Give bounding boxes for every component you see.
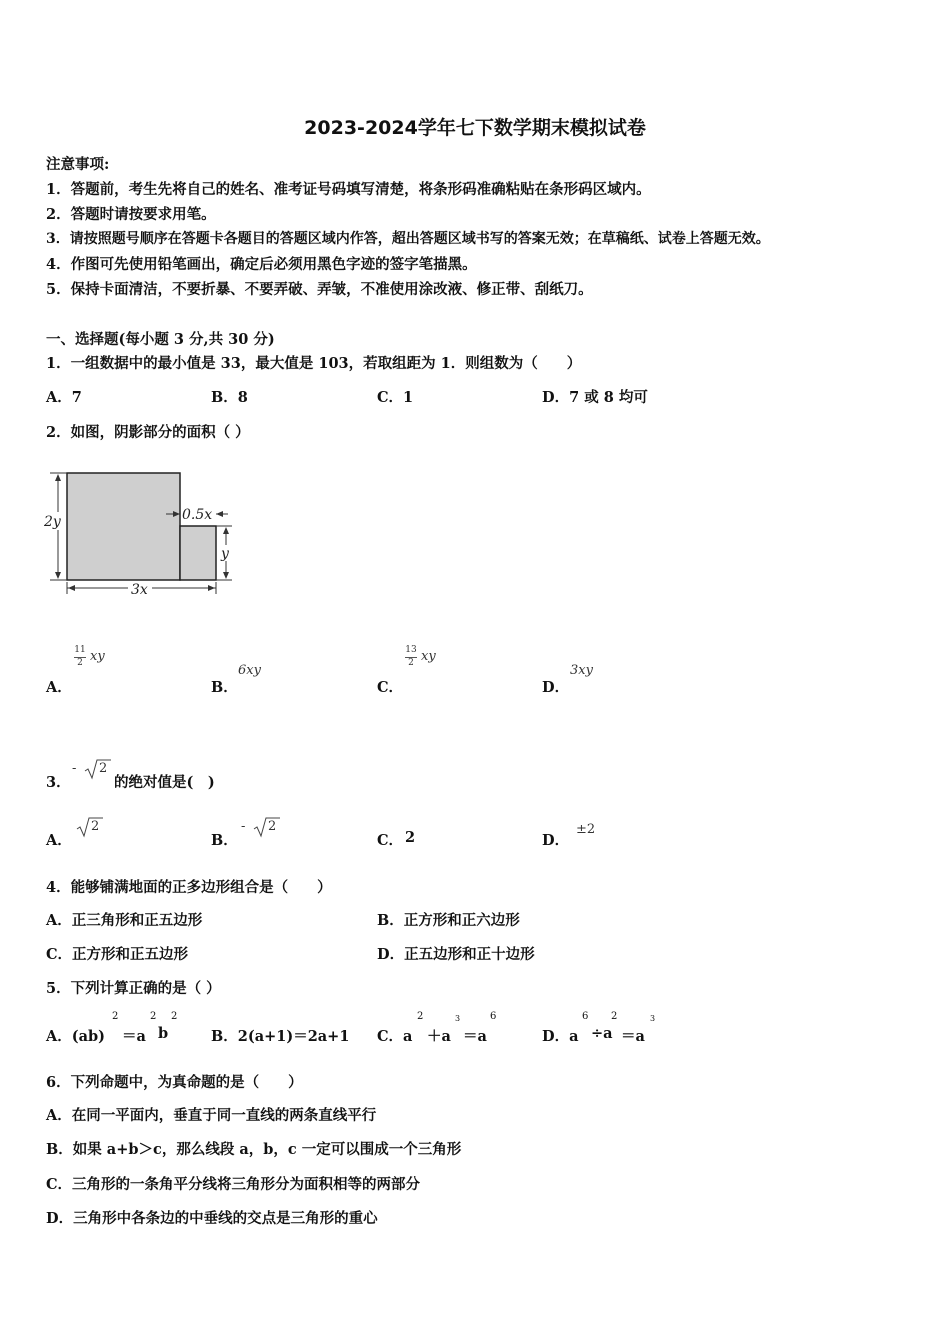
arrow-down-icon — [55, 572, 61, 579]
q5-option-d[interactable]: D．a — [542, 1028, 579, 1045]
arrow-right-icon — [208, 585, 215, 591]
q2-option-c-math: 13 2 xy — [405, 645, 436, 668]
notice-item: 1．答题前，考生先将自己的姓名、准考证号码填写清楚，将条形码准确粘贴在条形码区域内。 — [46, 181, 651, 198]
q2-option-b-math: 6xy — [238, 663, 261, 678]
page-title: 2023-2024学年七下数学期末模拟试卷 — [304, 117, 646, 139]
q3-option-d[interactable]: D． — [542, 832, 570, 849]
q5-option-c-part: ＋a — [427, 1028, 451, 1045]
exponent: 2 — [611, 1011, 618, 1022]
question-1-stem: 1．一组数据中的最小值是 33，最大值是 103，若取组距为 1．则组数为（ ） — [46, 355, 582, 372]
label-0.5x: 0.5x — [182, 507, 213, 523]
q2-option-a[interactable]: A． — [46, 679, 72, 696]
question-3-stem: 的绝对值是( ) — [114, 774, 215, 791]
notice-item: 3．请按照题号顺序在答题卡各题目的答题区域内作答，超出答题区域书写的答案无效；在草稿纸、试卷上答题无效。 — [46, 231, 770, 247]
shaded-area-figure — [40, 462, 250, 602]
sqrt-icon — [76, 816, 104, 838]
q2-option-c[interactable]: C． — [377, 679, 404, 696]
arrow-left-icon — [216, 511, 223, 517]
q2-option-b[interactable]: B． — [211, 679, 238, 696]
exponent: 2 — [171, 1011, 178, 1022]
q4-option-b[interactable]: B．正方形和正六边形 — [377, 912, 520, 929]
q3-option-d-value: ±2 — [576, 822, 596, 837]
q1-option-a[interactable]: A．7 — [46, 389, 82, 406]
q3-neg-sqrt2: - 2 — [72, 758, 112, 780]
exponent: 3 — [455, 1014, 461, 1023]
q3-option-c-value: 2 — [405, 829, 416, 846]
q3-option-b[interactable]: B． — [211, 832, 238, 849]
q5-option-b[interactable]: B．2(a+1)＝2a+1 — [211, 1028, 350, 1045]
q3-option-b-math: - 2 — [241, 816, 281, 838]
q3-option-a[interactable]: A． — [46, 832, 72, 849]
q3-option-c[interactable]: C． — [377, 832, 404, 849]
q3-option-a-math: 2 — [76, 816, 104, 838]
notice-item: 4．作图可先使用铅笔画出，确定后必须用黑色字迹的签字笔描黑。 — [46, 256, 477, 273]
notice-item: 5．保持卡面清洁，不要折暴、不要弄破、弄皱，不准使用涂改液、修正带、刮纸刀。 — [46, 281, 593, 298]
q6-option-c[interactable]: C．三角形的一条角平分线将三角形分为面积相等的两部分 — [46, 1176, 421, 1193]
q1-option-c[interactable]: C．1 — [377, 389, 414, 406]
notice-item: 2．答题时请按要求用笔。 — [46, 206, 216, 223]
question-3-number: 3． — [46, 774, 71, 791]
exponent: 6 — [490, 1011, 497, 1022]
exponent: 2 — [150, 1011, 157, 1022]
q5-option-a-part: ＝a — [122, 1028, 146, 1045]
notice-heading: 注意事项: — [46, 156, 110, 173]
arrow-left-icon — [68, 585, 75, 591]
small-shaded-rectangle — [180, 526, 216, 580]
q6-option-d[interactable]: D．三角形中各条边的中垂线的交点是三角形的重心 — [46, 1210, 378, 1227]
q2-option-a-math: 11 2 xy — [74, 645, 105, 668]
q4-option-a[interactable]: A．正三角形和正五边形 — [46, 912, 203, 929]
q1-option-b[interactable]: B．8 — [211, 389, 248, 406]
q5-option-a-part: b — [158, 1025, 169, 1042]
question-6-stem: 6．下列命题中，为真命题的是（ ） — [46, 1074, 303, 1091]
exponent: 2 — [112, 1011, 119, 1022]
sqrt-icon — [84, 758, 112, 780]
question-4-stem: 4．能够铺满地面的正多边形组合是（ ） — [46, 879, 332, 896]
q5-option-d-part: ÷a — [591, 1025, 613, 1042]
arrow-up-icon — [55, 474, 61, 481]
label-2y: 2y — [44, 514, 61, 530]
q5-option-a[interactable]: A．(ab) — [46, 1028, 106, 1045]
q6-option-a[interactable]: A．在同一平面内，垂直于同一直线的两条直线平行 — [46, 1107, 377, 1124]
q2-option-d[interactable]: D． — [542, 679, 570, 696]
q1-option-d[interactable]: D．7 或 8 均可 — [542, 389, 648, 406]
q4-option-d[interactable]: D．正五边形和正十边形 — [377, 946, 535, 963]
exponent: 6 — [582, 1011, 589, 1022]
exponent: 3 — [650, 1014, 656, 1023]
q4-option-c[interactable]: C．正方形和正五边形 — [46, 946, 189, 963]
arrow-up-icon — [223, 527, 229, 534]
q5-option-c-part: ＝a — [463, 1028, 487, 1045]
question-5-stem: 5．下列计算正确的是（ ） — [46, 980, 221, 997]
arrow-down-icon — [223, 572, 229, 579]
q6-option-b[interactable]: B．如果 a+b＞c，那么线段 a，b，c 一定可以围成一个三角形 — [46, 1141, 462, 1158]
q5-option-d-part: ＝a — [621, 1028, 645, 1045]
exponent: 2 — [417, 1011, 424, 1022]
q5-option-c[interactable]: C．a — [377, 1028, 413, 1045]
section-heading: 一、选择题(每小题 3 分,共 30 分) — [46, 331, 275, 348]
sqrt-icon — [253, 816, 281, 838]
label-y: y — [221, 546, 229, 562]
question-2-stem: 2．如图，阴影部分的面积（ ） — [46, 424, 250, 441]
q2-option-d-math: 3xy — [570, 663, 593, 678]
large-shaded-rectangle — [67, 473, 180, 580]
label-3x: 3x — [131, 582, 148, 598]
